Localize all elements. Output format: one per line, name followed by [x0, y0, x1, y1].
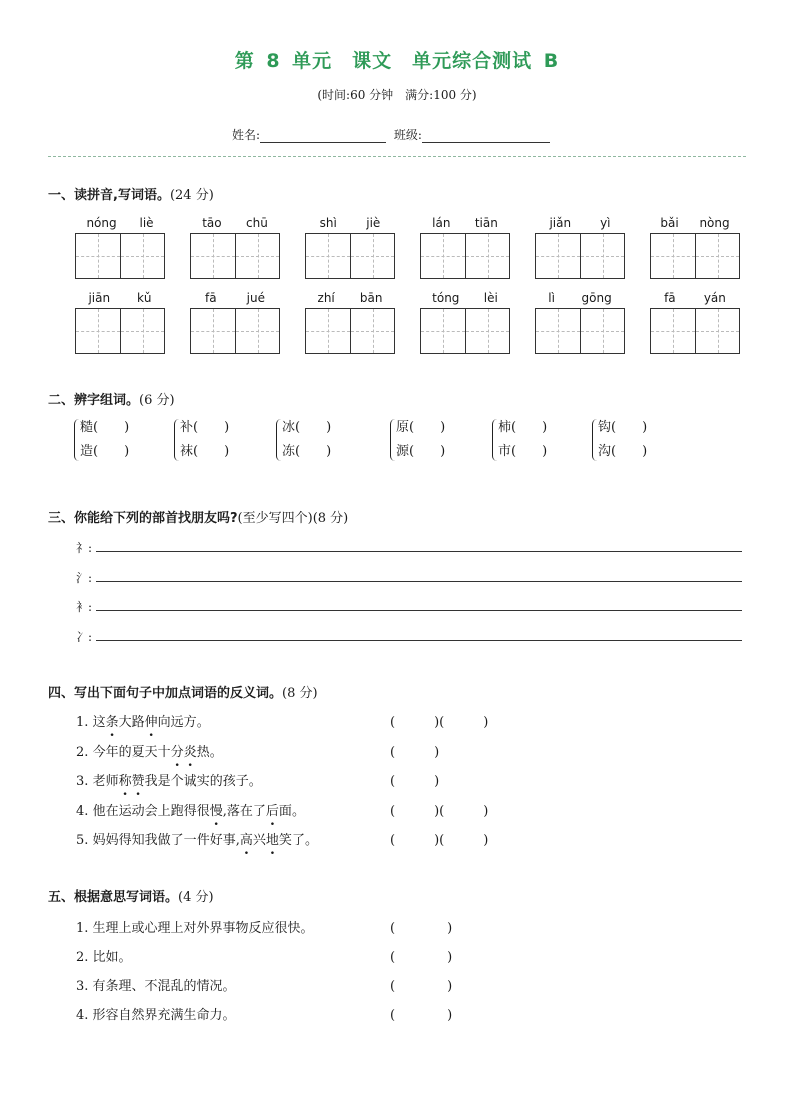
answer-line[interactable] [96, 639, 742, 641]
pinyin-label [535, 291, 625, 305]
pinyin-syllable: lèi [483, 291, 498, 305]
grid-cell[interactable] [76, 234, 120, 278]
pinyin-syllable: jué [246, 291, 265, 305]
writing-grid[interactable] [650, 308, 740, 354]
pinyin-syllable: zhí [317, 291, 335, 305]
grid-cell[interactable] [421, 309, 465, 353]
pinyin-label [305, 291, 395, 305]
grid-cell[interactable] [651, 234, 695, 278]
pinyin-syllable: tiān [474, 216, 498, 230]
name-class-row [232, 126, 550, 143]
pinyin-label [305, 216, 395, 230]
divider [48, 156, 746, 157]
answer-blank[interactable]: ( )( ) [390, 715, 489, 730]
pinyin-syllable: fā [205, 291, 217, 305]
grid-cell[interactable] [651, 309, 695, 353]
pinyin-syllable: yán [703, 291, 726, 305]
answer-blank[interactable]: ( ) [390, 744, 440, 760]
grid-cell[interactable] [580, 309, 624, 353]
pinyin-syllable: yì [600, 216, 611, 230]
question-text: 2. 今年的夏天十分炎热。 [76, 744, 223, 760]
grid-cell[interactable] [536, 234, 580, 278]
char-pair-top[interactable]: 原( ) [396, 420, 446, 435]
char-pair-bottom[interactable]: 袜( ) [180, 444, 230, 459]
grid-cell[interactable] [191, 234, 235, 278]
question-text: 3. 有条理、不混乱的情况。 [76, 979, 236, 994]
question-text: 3. 老师称赞我是个诚实的孩子。 [76, 774, 262, 789]
char-pair [80, 416, 129, 464]
char-pair-bottom[interactable]: 沟( ) [598, 444, 648, 459]
pinyin-syllable: jiǎn [549, 216, 572, 230]
brace-icon [174, 419, 181, 461]
pinyin-syllable: gōng [581, 291, 612, 305]
char-pair [598, 416, 647, 464]
pinyin-syllable: tóng [432, 291, 460, 305]
page-title: 第 8 单元 课文 单元综合测试 B [234, 50, 560, 72]
char-pair [282, 416, 331, 464]
grid-cell[interactable] [120, 234, 164, 278]
pinyin-label [75, 291, 165, 305]
pinyin-syllable: liè [139, 216, 154, 230]
section-5-heading: 五、根据意思写词语。(4 分) [48, 890, 214, 905]
pinyin-syllable: shì [319, 216, 337, 230]
pinyin-label [190, 291, 280, 305]
char-pair-bottom[interactable]: 市( ) [498, 444, 548, 459]
grid-cell[interactable] [120, 309, 164, 353]
brace-icon [492, 419, 499, 461]
radical-label: 氵: [76, 570, 93, 585]
answer-line[interactable] [96, 550, 742, 552]
pinyin-syllable: bǎi [660, 216, 679, 230]
writing-grid[interactable] [75, 233, 165, 279]
radical-label: 冫: [76, 629, 93, 644]
pinyin-label [535, 216, 625, 230]
brace-icon [592, 419, 599, 461]
char-pair-bottom[interactable]: 源( ) [396, 444, 446, 459]
char-pair-bottom[interactable]: 冻( ) [282, 444, 332, 459]
writing-grid[interactable] [535, 233, 625, 279]
brace-icon [276, 419, 283, 461]
name-field[interactable] [260, 129, 386, 143]
pinyin-syllable: bān [359, 291, 383, 305]
exam-info: (时间:60 分钟 满分:100 分) [317, 88, 477, 102]
pinyin-syllable: lán [432, 216, 451, 230]
section-4-heading: 四、写出下面句子中加点词语的反义词。(8 分) [48, 686, 318, 701]
answer-blank[interactable]: ( ) [390, 921, 453, 936]
writing-grid[interactable] [190, 233, 280, 279]
radical-label: 衤: [76, 600, 93, 614]
pinyin-label [650, 216, 740, 230]
answer-line[interactable] [96, 609, 742, 611]
char-pair-top[interactable]: 糙( ) [80, 420, 130, 435]
pinyin-label [650, 291, 740, 305]
answer-blank[interactable]: ( ) [390, 979, 453, 994]
writing-grid[interactable] [535, 308, 625, 354]
pinyin-syllable: jiān [88, 291, 111, 305]
question-text: 4. 他在运动会上跑得很慢,落在了后面。 [76, 803, 305, 819]
grid-cell[interactable] [421, 234, 465, 278]
name-label: 姓名: [232, 128, 261, 142]
question-text: 5. 妈妈得知我做了一件好事,高兴地笑了。 [76, 833, 318, 848]
answer-blank[interactable]: ( )( ) [390, 833, 489, 848]
grid-cell[interactable] [350, 309, 394, 353]
grid-cell[interactable] [465, 309, 509, 353]
grid-cell[interactable] [76, 309, 120, 353]
section-1-heading: 一、读拼音,写词语。(24 分) [48, 188, 214, 203]
char-pair [498, 416, 547, 464]
pinyin-syllable: tāo [202, 216, 222, 230]
pinyin-label [190, 216, 280, 230]
grid-cell[interactable] [235, 309, 279, 353]
answer-blank[interactable]: ( )( ) [390, 803, 489, 819]
question-text: 4. 形容自然界充满生命力。 [76, 1008, 236, 1023]
section-2-heading: 二、辨字组词。(6 分) [48, 393, 175, 408]
char-pair-bottom[interactable]: 造( ) [80, 444, 130, 459]
pinyin-syllable: nóng [86, 216, 117, 230]
pinyin-syllable: jiè [366, 216, 381, 230]
char-pair-top[interactable]: 柿( ) [498, 420, 548, 435]
char-pair [396, 416, 445, 464]
radical-label: 礻: [76, 541, 93, 555]
pinyin-label [75, 216, 165, 230]
writing-grid[interactable] [305, 308, 395, 354]
grid-cell[interactable] [695, 234, 739, 278]
pinyin-syllable: nòng [699, 216, 730, 230]
pinyin-syllable: chū [245, 216, 268, 230]
char-pair-top[interactable]: 冰( ) [282, 420, 332, 435]
answer-blank[interactable]: ( ) [390, 1008, 453, 1023]
question-text: 1. 生理上或心理上对外界事物反应很快。 [76, 921, 314, 936]
grid-cell[interactable] [465, 234, 509, 278]
answer-blank[interactable]: ( ) [390, 774, 440, 789]
pinyin-label [420, 291, 510, 305]
class-field[interactable] [422, 129, 550, 143]
grid-cell[interactable] [580, 234, 624, 278]
grid-cell[interactable] [536, 309, 580, 353]
writing-grid[interactable] [420, 308, 510, 354]
grid-cell[interactable] [306, 309, 350, 353]
grid-cell[interactable] [695, 309, 739, 353]
writing-grid[interactable] [75, 308, 165, 354]
question-text: 2. 比如。 [76, 950, 132, 965]
char-pair-top[interactable]: 补( ) [180, 420, 230, 435]
char-pair [180, 416, 229, 464]
answer-blank[interactable]: ( ) [390, 950, 453, 965]
writing-grid[interactable] [190, 308, 280, 354]
pinyin-syllable: kǔ [136, 291, 152, 305]
section-3-heading: 三、你能给下列的部首找朋友吗?(至少写四个)(8 分) [48, 511, 349, 526]
grid-cell[interactable] [350, 234, 394, 278]
writing-grid[interactable] [650, 233, 740, 279]
brace-icon [390, 419, 397, 461]
writing-grid[interactable] [305, 233, 395, 279]
brace-icon [74, 419, 81, 461]
grid-cell[interactable] [306, 234, 350, 278]
char-pair-top[interactable]: 钩( ) [598, 420, 648, 435]
pinyin-syllable: fā [664, 291, 676, 305]
answer-line[interactable] [96, 580, 742, 582]
pinyin-label [420, 216, 510, 230]
pinyin-syllable: lì [548, 291, 555, 305]
grid-cell[interactable] [191, 309, 235, 353]
grid-cell[interactable] [235, 234, 279, 278]
class-label: 班级: [393, 128, 422, 142]
question-text: 1. 这条大路伸向远方。 [76, 715, 210, 730]
writing-grid[interactable] [420, 233, 510, 279]
